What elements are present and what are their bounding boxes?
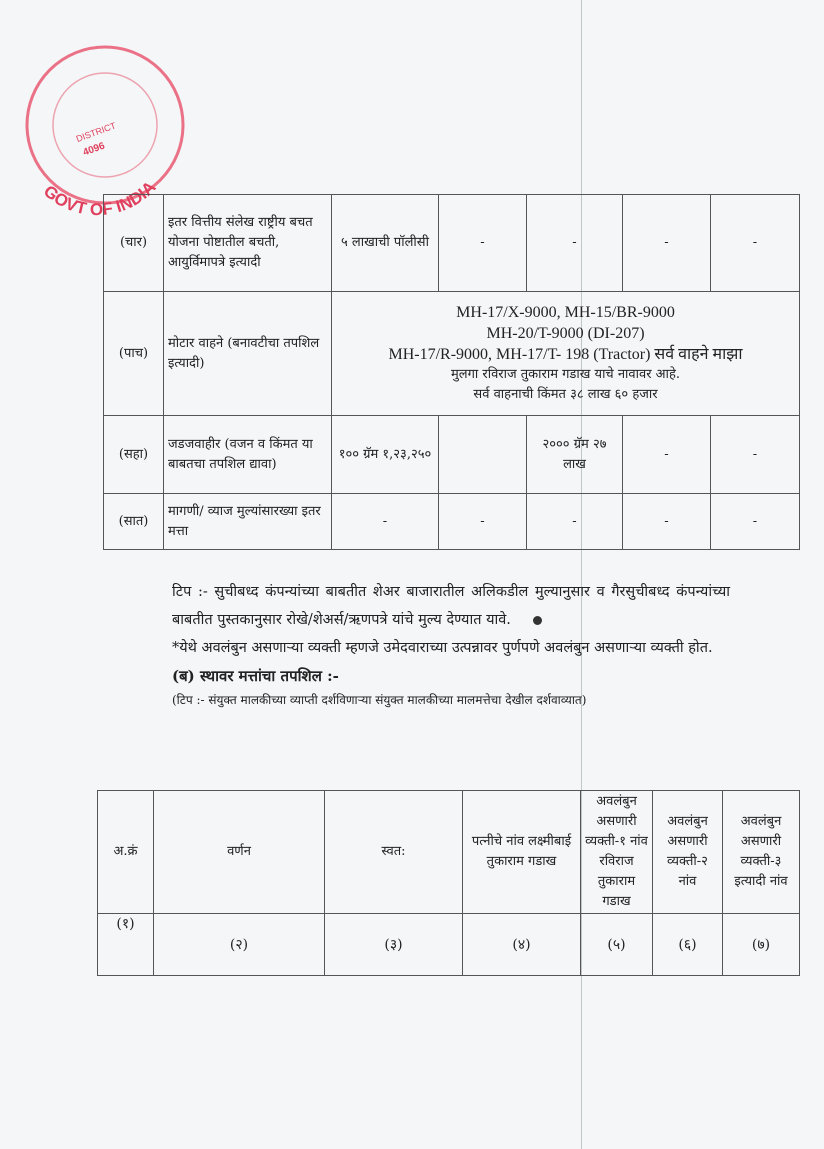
cell: - [623,416,711,494]
cell: - [623,494,711,550]
cell: - [527,195,623,292]
column-header: अवलंबुन असणारी व्यक्ती-१ नांव रविराज तुकाराम गडाख [581,791,653,914]
vehicle-line: MH-20/T-9000 (DI-207) [486,325,645,342]
cell: (३) [325,914,463,976]
column-header: अ.क्रं [98,791,154,914]
cell: - [711,416,800,494]
row-description: इतर वित्तीय संलेख राष्ट्रीय बचत योजना पोष्टातील बचती, आयुर्विमापत्रे इत्यादी [164,195,332,292]
cell: ५ लाखाची पॉलीसी [332,195,439,292]
svg-text:4096: 4096 [81,140,107,159]
row-description: मोटार वाहने (बनावटीचा तपशिल इत्यादी) [164,292,332,416]
svg-text:GOVT OF INDIA: GOVT OF INDIA [39,177,160,220]
cell: - [332,494,439,550]
cell: - [527,494,623,550]
header-row [98,791,800,914]
row-description: जडजवाहीर (वजन व किंमत या बाबतचा तपशिल द्यावा) [164,416,332,494]
cell: २००० ग्रॅम २७ लाख [527,416,623,494]
ink-spot [533,616,542,625]
vehicle-line: सर्व वाहनाची किंमत ३८ लाख ६० हजार [473,387,658,402]
cell: (५) [581,914,653,976]
vehicle-line: मुलगा रविराज तुकाराम गडाख याचे नावावर आहे. [450,367,680,382]
dependent-note: *येथे अवलंबुन असणाऱ्या व्यक्ती म्हणजे उमेदवाराच्या उत्पन्नावर पुर्णपणे अवलंबुन असणाऱ्या व्यक्ती होत. [172,640,713,656]
row-number: (सहा) [104,416,164,494]
row-number: (चार) [104,195,164,292]
cell: (६) [653,914,723,976]
row-description: मागणी/ व्याज मुल्यांसारख्या इतर मत्ता [164,494,332,550]
table-row [104,292,800,416]
cell: - [623,195,711,292]
cell: (४) [463,914,581,976]
notes-section [172,578,730,710]
table-row [98,914,800,976]
column-header: पत्नीचे नांव लक्ष्मीबाई तुकाराम गडाख [463,791,581,914]
section-heading: (ब) स्थावर मत्तांचा तपशिल :- [172,667,339,685]
column-header: स्वत: [325,791,463,914]
immovable-assets-table [97,790,800,976]
column-header: अवलंबुन असणारी व्यक्ती-२ नांव [653,791,723,914]
row-number: (सात) [104,494,164,550]
cell: (७) [723,914,800,976]
table-row [104,416,800,494]
cell: - [439,494,527,550]
svg-text:DISTRICT: DISTRICT [74,120,118,145]
cell: - [711,494,800,550]
vehicles-cell [332,292,800,416]
table-row [104,494,800,550]
vehicle-line: MH-17/R-9000, MH-17/T- 198 (Tractor) सर्व वाहने माझा [388,346,743,363]
tip-note: टिप :- सुचीबध्द कंपन्यांच्या बाबतीत शेअर बाजारातील अलिकडील मुल्यानुसार व गैरसुचीबध्द कंपन्यांच्या बाबतीत पुस्तकानुसार रोखे/शेअर्स/ऋणपत्रे यांचे मुल्य देण्यात यावे. [172,584,730,628]
movable-assets-table [103,194,800,550]
cell: - [711,195,800,292]
cell: - [439,195,527,292]
sub-note: (टिप :- संयुक्त मालकीच्या व्याप्ती दर्शविणाऱ्या संयुक्त मालकीच्या मालमत्तेचा देखील दर्शवाव्यात) [172,693,587,707]
cell: (१) [98,914,154,976]
table-row [104,195,800,292]
cell [439,416,527,494]
tip-note-paragraph [172,578,730,634]
column-header: अवलंबुन असणारी व्यक्ती-३ इत्यादी नांव [723,791,800,914]
cell: (२) [154,914,325,976]
vehicle-line: MH-17/X-9000, MH-15/BR-9000 [456,304,675,321]
page-fold-line [581,0,582,1149]
row-number: (पाच) [104,292,164,416]
cell: १०० ग्रॅम १,२३,२५० [332,416,439,494]
column-header: वर्णन [154,791,325,914]
